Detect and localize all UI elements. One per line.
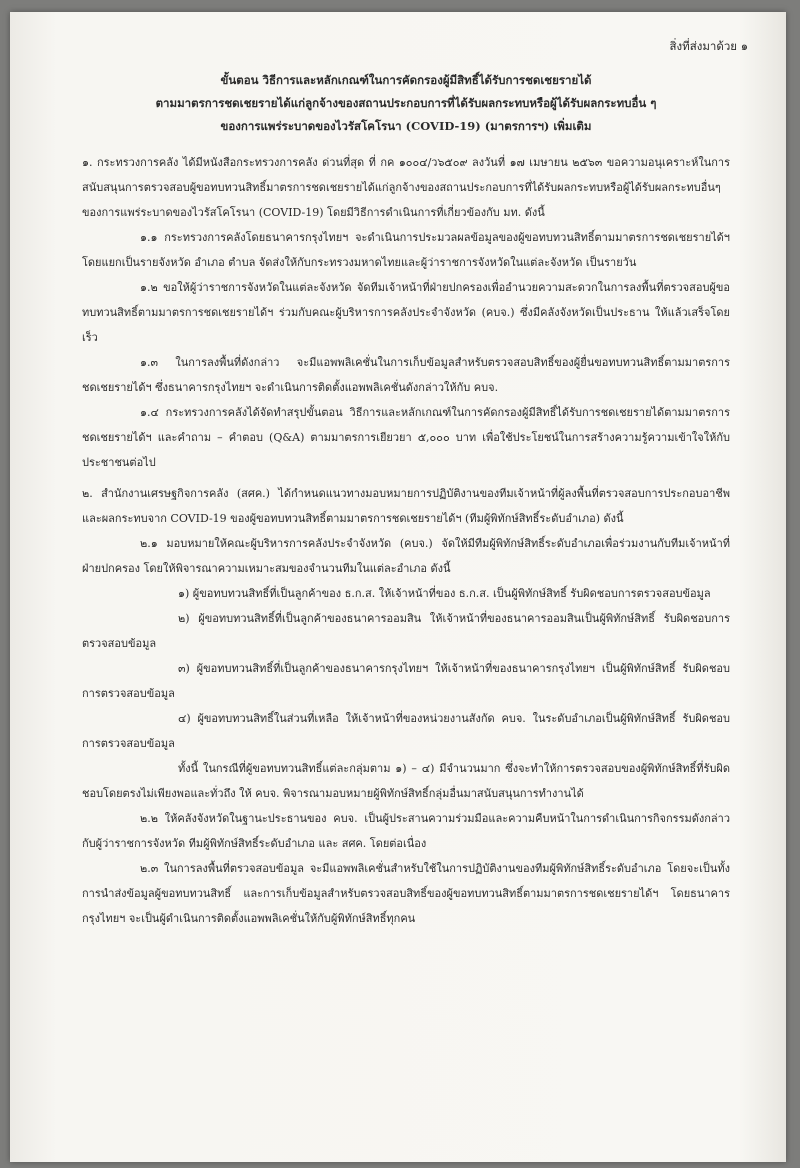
paragraph-1-3: ๑.๓ ในการลงพื้นที่ดังกล่าว จะมีแอพพลิเคชั่นในการเก็บข้อมูลสำหรับตรวจสอบสิทธิ์ของผู้ยื่นขอทบทวนสิทธิ์ตามมาตรการชดเชยรายได้ฯ ซึ่งธนาคารกรุงไทยฯ จะดำเนินการติดตั้งแอพพลิเคชั่นดังกล่าวให้กับ คบจ. (82, 356, 730, 394)
paragraph-1-1: ๑.๑ กระทรวงการคลังโดยธนาคารกรุงไทยฯ จะดำเนินการประมวลผลข้อมูลของผู้ขอทบทวนสิทธิ์ตามมาตรการชดเชยรายได้ฯ โดยแยกเป็นรายจังหวัด อำเภอ ตำบล จัดส่งให้กับกระทรวงมหาดไทยและผู้ว่าราชการจังหวัดในแต่ละจังหวัด เป็นรายวัน (82, 231, 730, 269)
paragraph-2-1-item-3: ๓) ผู้ขอทบทวนสิทธิ์ที่เป็นลูกค้าของธนาคารกรุงไทยฯ ให้เจ้าหน้าที่ของธนาคารกรุงไทยฯ เป็นผู้พิทักษ์สิทธิ์ รับผิดชอบการตรวจสอบข้อมูล (82, 662, 730, 700)
paragraph-2-1: ๒.๑ มอบหมายให้คณะผู้บริหารการคลังประจำจังหวัด (คบจ.) จัดให้มีทีมผู้พิทักษ์สิทธิ์ระดับอำเภอเพื่อร่วมงานกับทีมเจ้าหน้าที่ฝ่ายปกครอง โดยให้พิจารณาความเหมาะสมของจำนวนทีมในแต่ละอำเภอ ดังนี้ (82, 537, 730, 575)
paragraph-2-1-item-2: ๒) ผู้ขอทบทวนสิทธิ์ที่เป็นลูกค้าของธนาคารออมสิน ให้เจ้าหน้าที่ของธนาคารออมสินเป็นผู้พิทักษ์สิทธิ์ รับผิดชอบการตรวจสอบข้อมูล (82, 612, 730, 650)
document-body (82, 34, 748, 931)
paragraph-1-4: ๑.๔ กระทรวงการคลังได้จัดทำสรุปขั้นตอน วิธีการและหลักเกณฑ์ในการคัดกรองผู้มีสิทธิ์ได้รับการชดเชยรายได้ตามมาตรการชดเชยรายได้ฯ และคำถาม – คำตอบ (Q&A) ตามมาตรการเยียวยา ๕,๐๐๐ บาท เพื่อใช้ประโยชน์ในการสร้างความรู้ความเข้าใจให้กับประชาชนต่อไป (82, 406, 730, 469)
paragraph-2-3: ๒.๓ ในการลงพื้นที่ตรวจสอบข้อมูล จะมีแอพพลิเคชั่นสำหรับใช้ในการปฏิบัติงานของทีมผู้พิทักษ์สิทธิ์ระดับอำเภอ โดยจะเป็นทั้งการนำส่งข้อมูลผู้ขอทบทวนสิทธิ์ และการเก็บข้อมูลสำหรับตรวจสอบสิทธิ์ของผู้ขอทบทวนสิทธิ์ตามมาตรการชดเชยรายได้ฯ โดยธนาคารกรุงไทยฯ จะเป็นผู้ดำเนินการติดตั้งแอพพลิเคชั่นให้กับผู้พิทักษ์สิทธิ์ทุกคน (82, 862, 730, 925)
title-line-2: ตามมาตรการชดเชยรายได้แก่ลูกจ้างของสถานประกอบการที่ได้รับผลกระทบหรือผู้ได้รับผลกระทบอื่น ๆ (155, 96, 657, 110)
document-page (10, 12, 786, 1162)
paragraph-2: ๒. สำนักงานเศรษฐกิจการคลัง (สศค.) ได้กำหนดแนวทางมอบหมายการปฏิบัติงานของทีมเจ้าหน้าที่ผู้ลงพื้นที่ตรวจสอบการประกอบอาชีพและผลกระทบจาก COVID-19 ของผู้ขอทบทวนสิทธิ์ตามมาตรการชดเชยรายได้ฯ (ทีมผู้พิทักษ์สิทธิ์ระดับอำเภอ) ดังนี้ (82, 487, 730, 525)
paragraph-1-2: ๑.๒ ขอให้ผู้ว่าราชการจังหวัดในแต่ละจังหวัด จัดทีมเจ้าหน้าที่ฝ่ายปกครองเพื่ออำนวยความสะดวกในการลงพื้นที่ตรวจสอบผู้ขอทบทวนสิทธิ์ตามมาตรการชดเชยรายได้ฯ ร่วมกับคณะผู้บริหารการคลังประจำจังหวัด (คบจ.) ซึ่งมีคลังจังหวัดเป็นประธาน ให้แล้วเสร็จโดยเร็ว (82, 281, 730, 344)
paragraph-1: ๑. กระทรวงการคลัง ได้มีหนังสือกระทรวงการคลัง ด่วนที่สุด ที่ กค ๑๐๐๔/ว๖๕๐๙ ลงวันที่ ๑๗ เมษายน ๒๕๖๓ ขอความอนุเคราะห์ในการสนับสนุนการตรวจสอบผู้ขอทบทวนสิทธิ์มาตรการชดเชยรายได้แก่ลูกจ้างของสถานประกอบการที่ได้รับผลกระทบหรือผู้ได้รับผลกระทบอื่นๆ ของการแพร่ระบาดของไวรัสโคโรนา (COVID-19) โดยมีวิธีการดำเนินการที่เกี่ยวข้องกับ มท. ดังนี้ (82, 156, 730, 219)
paragraph-2-1-note: ทั้งนี้ ในกรณีที่ผู้ขอทบทวนสิทธิ์แต่ละกลุ่มตาม ๑) – ๔) มีจำนวนมาก ซึ่งจะทำให้การตรวจสอบของผู้พิทักษ์สิทธิ์ที่รับผิดชอบโดยตรงไม่เพียงพอและทั่วถึง ให้ คบจ. พิจารณามอบหมายผู้พิทักษ์สิทธิ์กลุ่มอื่นมาสนับสนุนการทำงานได้ (82, 762, 730, 800)
paragraph-2-2: ๒.๒ ให้คลังจังหวัดในฐานะประธานของ คบจ. เป็นผู้ประสานความร่วมมือและความคืบหน้าในการดำเนินการกิจกรรมดังกล่าวกับผู้ว่าราชการจังหวัด ทีมผู้พิทักษ์สิทธิ์ระดับอำเภอ และ สศค. โดยต่อเนื่อง (82, 812, 730, 850)
title-line-1: ขั้นตอน วิธีการและหลักเกณฑ์ในการคัดกรองผู้มีสิทธิ์ได้รับการชดเชยรายได้ (220, 73, 592, 87)
title-line-3: ของการแพร่ระบาดของไวรัสโคโรนา (COVID-19) (มาตรการฯ) เพิ่มเติม (220, 119, 592, 133)
document-title (82, 69, 730, 138)
attachment-label: สิ่งที่ส่งมาด้วย ๑ (669, 39, 748, 53)
paragraph-2-1-item-1: ๑) ผู้ขอทบทวนสิทธิ์ที่เป็นลูกค้าของ ธ.ก.ส. ให้เจ้าหน้าที่ของ ธ.ก.ส. เป็นผู้พิทักษ์สิทธิ์ รับผิดชอบการตรวจสอบข้อมูล (178, 587, 711, 600)
paragraph-2-1-item-4: ๔) ผู้ขอทบทวนสิทธิ์ในส่วนที่เหลือ ให้เจ้าหน้าที่ของหน่วยงานสังกัด คบจ. ในระดับอำเภอเป็นผู้พิทักษ์สิทธิ์ รับผิดชอบการตรวจสอบข้อมูล (82, 712, 730, 750)
